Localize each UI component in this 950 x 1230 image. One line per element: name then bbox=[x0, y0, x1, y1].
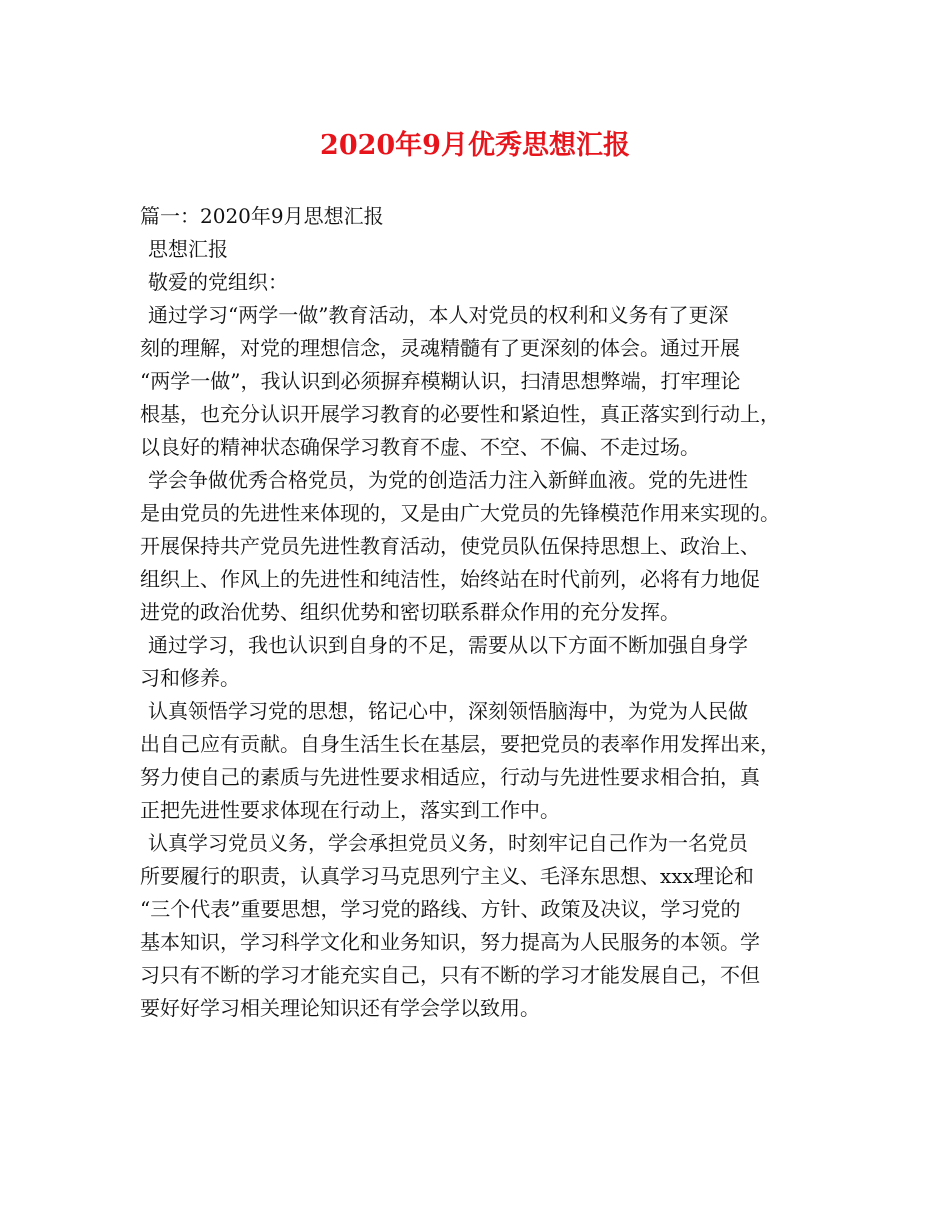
document-line: 习只有不断的学习才能充实自己，只有不断的学习才能发展自己，不但 bbox=[140, 963, 760, 987]
document-body bbox=[140, 200, 812, 1025]
document-line: 通过学习“两学一做”教育活动，本人对党员的权利和义务有了更深 bbox=[148, 303, 729, 327]
document-line: 基本知识，学习科学文化和业务知识，努力提高为人民服务的本领。学 bbox=[140, 930, 760, 954]
document-line: 是由党员的先进性来体现的，又是由广大党员的先锋模范作用来实现的。 bbox=[140, 501, 780, 525]
document-line: 通过学习，我也认识到自身的不足，需要从以下方面不断加强自身学 bbox=[148, 633, 748, 657]
document-line: 刻的理解，对党的理想信念，灵魂精髓有了更深刻的体会。通过开展 bbox=[140, 336, 740, 360]
document-line: 篇一：2020年9月思想汇报 bbox=[140, 204, 384, 228]
document-line: 学会争做优秀合格党员，为党的创造活力注入新鲜血液。党的先进性 bbox=[148, 468, 748, 492]
document-line: “三个代表”重要思想，学习党的路线、方针、政策及决议，学习党的 bbox=[140, 897, 741, 921]
document-line: “两学一做”，我认识到必须摒弃模糊认识，扫清思想弊端，打牢理论 bbox=[140, 369, 741, 393]
document-line: 敬爱的党组织： bbox=[148, 270, 288, 294]
document-line: 认真领悟学习党的思想，铭记心中，深刻领悟脑海中，为党为人民做 bbox=[148, 699, 748, 723]
document-line: 出自己应有贡献。自身生活生长在基层，要把党员的表率作用发挥出来， bbox=[140, 732, 780, 756]
document-line: 进党的政治优势、组织优势和密切联系群众作用的充分发挥。 bbox=[140, 600, 680, 624]
document-line: 根基，也充分认识开展学习教育的必要性和紧迫性，真正落实到行动上， bbox=[140, 402, 780, 426]
document-line: 思想汇报 bbox=[148, 237, 228, 261]
document-line: 正把先进性要求体现在行动上，落实到工作中。 bbox=[140, 798, 560, 822]
document-line: 以良好的精神状态确保学习教育不虚、不空、不偏、不走过场。 bbox=[140, 435, 700, 459]
document-line: 努力使自己的素质与先进性要求相适应，行动与先进性要求相合拍，真 bbox=[140, 765, 760, 789]
document-title: 2020年9月优秀思想汇报 bbox=[320, 130, 630, 161]
document-line: 所要履行的职责，认真学习马克思列宁主义、毛泽东思想、xxx理论和 bbox=[140, 864, 754, 888]
document-line: 组织上、作风上的先进性和纯洁性，始终站在时代前列，必将有力地促 bbox=[140, 567, 760, 591]
document-line: 习和修养。 bbox=[140, 666, 240, 690]
document-line: 认真学习党员义务，学会承担党员义务，时刻牢记自己作为一名党员 bbox=[148, 831, 748, 855]
document-line: 要好好学习相关理论知识还有学会学以致用。 bbox=[140, 996, 540, 1020]
document-line: 开展保持共产党员先进性教育活动，使党员队伍保持思想上、政治上、 bbox=[140, 534, 760, 558]
